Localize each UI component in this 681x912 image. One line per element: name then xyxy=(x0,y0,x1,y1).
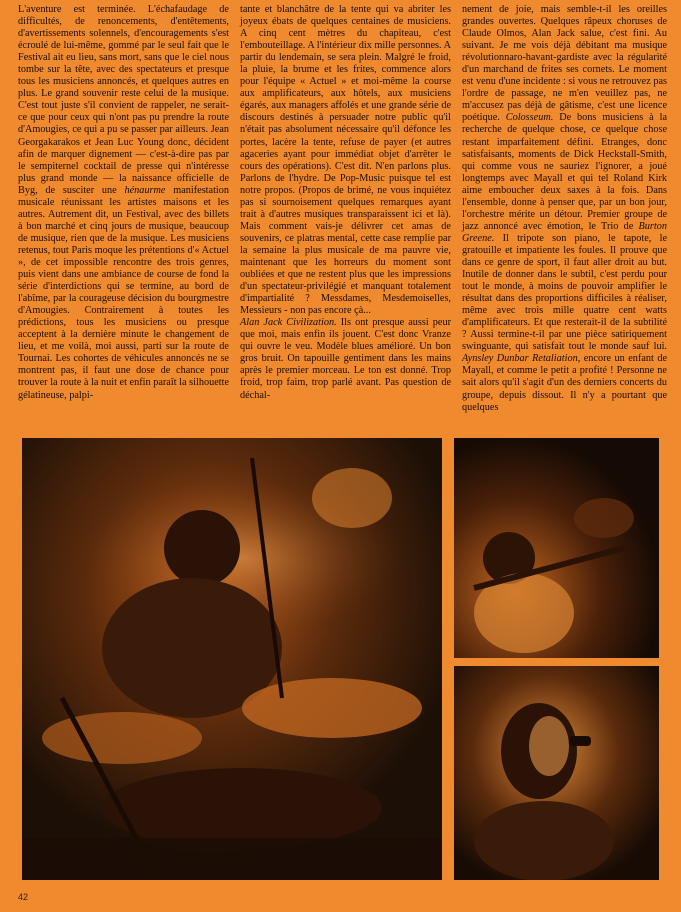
page-number: 42 xyxy=(18,892,29,902)
article-column-1 xyxy=(18,4,229,402)
concert-photo-singer xyxy=(454,666,659,880)
emphasis: hénaurme xyxy=(124,184,166,196)
paragraph xyxy=(462,4,667,414)
guitarist-photo-image xyxy=(454,438,659,658)
concert-photo-guitarist xyxy=(454,438,659,658)
paragraph xyxy=(18,4,229,402)
text-run: L'aventure est terminée. L'échafaudage de difficultés, de renoncements, d'entêtements, d'avertissements solennels, d'encouragements s'est écroulé de lui-même, gommé par le seul fait que le Festival ait eu lieu, sans mort, sans que le ciel nous tombe sur la tête, avec des spectateurs et presque tous les musiciens annoncés, et quelques autres en plus. Le grand souvenir reste celui de la musique. C'est tout juste s'il convient de rappeler, ne serait-ce que pour ceux qui n'ont pas pu prendre la route d'Amougies, ce qui a pu se passer par ailleurs. Jean Georgakarakos et Jean Luc Young donc, décident afin de marquer dignement — c'est-à-dire pas par le sempiternel cocktail de presse qui n'intéresse plus grand monde — la naissance officielle de Byg, de susciter une xyxy=(18,4,229,196)
text-run: nement de joie, mais semble-t-il les oreilles grandes ouvertes. Quelques râpeux choruses de Claude Olmos, Alan Jack salue, c'est fini. Au suivant. Je me vois déjà débitant ma musique révolutionnaro-havant-gardiste avec la régularité d'un marchand de frites ses cornets. Le moment est venu d'une incidente : si vous ne retrouvez pas l'ordre de passage, ne m'en veuillez pas, ne m'accusez pas déjà de gâtisme, c'est une licence poétique. xyxy=(462,4,667,124)
text-run: tante et blanchâtre de la tente qui va abriter les joyeux ébats de quelques centaines de musiciens. A cinq cent mètres du chapiteau, c'est l'embouteillage. A l'intérieur dix mille personnes. A partir du lendemain, se sera plein. Malgré le froid, la pluie, la brume et les frites, commence alors pour l'équipe « Actuel » et moi-même la course aux amplificateurs, aux hôtels, aux musiciens égarés, aux managers affolés et une grande série de discours destinés à persuader notre public qu'il n'était pas absolument nécessaire qu'il défonce les portes, lacère la tente, refuse de payer (et autres agaceries ayant pour immédiat objet d'arrêter le cours des opérations). C'est dit. N'en parlons plus. Parlons de l'hydre. De Pop-Music puisque tel est notre propos. (Propos de brimé, ne vous inquiétez pas si sournoisement quelques remarques ayant trait à d'autres musiques transparaissent ici et là). Mais comment vais-je délivrer cet amas de souvenirs, ce platras mental, cette case remplie par la semaine la plus musicale de ma pauvre vie, maintenant que les horreurs du moment sont oubliées et que ne restent plus que les impressions d'un spectateur-privilégié et manquant totalement d'impartialité ? Messdames, Mesdemoiselles, Messieurs - non pas encore çà... xyxy=(240,4,451,317)
text-run: De bons musiciens à la recherche de quelque chose, ce quelque chose restant imparfaitement défini. Etranges, donc satisfaisants, moments de Dick Heckstall-Smith, qui comme vous ne sauriez l'ignorer, a joué longtemps avec Mayall et qui tel Roland Kirk aime emboucher deux saxes à la fois. Dans l'ensemble, donne à penser que, par un bon jour, l'orchestre mérite un détour. Premier groupe de jazz annoncé avec émotion, le Trio de xyxy=(462,112,668,232)
text-run: manifestation musicale réunissant les artistes maisons et les autres. Autrement dit, un Festival, avec des billets à bon marché et cinq jours de musique, beaucoup de musique, rien que de la musique. Les musiciens retenus, tout Paris moque les prétentions d'« Actuel », de cet impossible rencontre des trois genres, puis vient dans une ambiance de course de fond la série d'interdictions qui se termine, au bord de l'abîme, par la courageuse décision du bourgmestre d'Amougies. Contrairement à toutes les prédictions, tous les musiciens ou presque acceptent à la dernière minute le changement de lieu, et me voilà, moi aussi, parti sur la route de Tournai. Les cohortes de véhicules annoncés ne se montrent pas, il faut une dose de chance pour trouver la route à la nuit et enfin paraît la silhouette gélatineuse, palpi- xyxy=(18,184,230,401)
band-name-alan-jack: Alan Jack Civilization. xyxy=(240,317,337,329)
text-run: encore un enfant de Mayall, et comme le petit a profité ! Personne ne sait alors qu'il s'agit d'un des derniers concerts du groupe, depuis dissout. Il n'y a pourtant que quelques xyxy=(462,353,668,413)
singer-photo-image xyxy=(454,666,659,880)
band-name-burton-greene: Burton Greene. xyxy=(462,220,668,244)
stage-photo-image xyxy=(22,438,442,880)
band-name-colosseum: Colosseum. xyxy=(505,112,554,124)
article-column-3 xyxy=(462,4,667,414)
text-run: Ils ont presque aussi peur que moi, mais enfin ils jouent. C'est donc Vranze qui ouvre le veu. Modèle blues amélioré. Un bon gros bruit. On tapouille gentiment dans les mains après le premier morceau. Le ton est donné. Trop froid, trop faim, trop parlé avant. Pas question de déchal- xyxy=(240,317,451,401)
article-column-2 xyxy=(240,4,451,402)
band-name-aynsley-dunbar: Aynsley Dunbar Retaliation, xyxy=(462,353,581,365)
text-run: Il tripote son piano, le tapote, le gratouille et impatiente les foules. Il prouve que dans ce genre de sport, il faut aller droit au but. Inutile de donner dans le subtil, c'est perdu pour tout le monde, à moins de pouvoir amplifier le résultat dans des proportions difficiles à réaliser, même avec trois mille quatre cent watts d'amplificateurs. Et que resterait-il de la subtilité ? Aussi termine-t-il par une pièce satiriquement swinguante, qui satisfait tout le monde sauf lui. xyxy=(462,232,667,353)
paragraph xyxy=(240,4,451,402)
concert-photo-stage xyxy=(22,438,442,880)
